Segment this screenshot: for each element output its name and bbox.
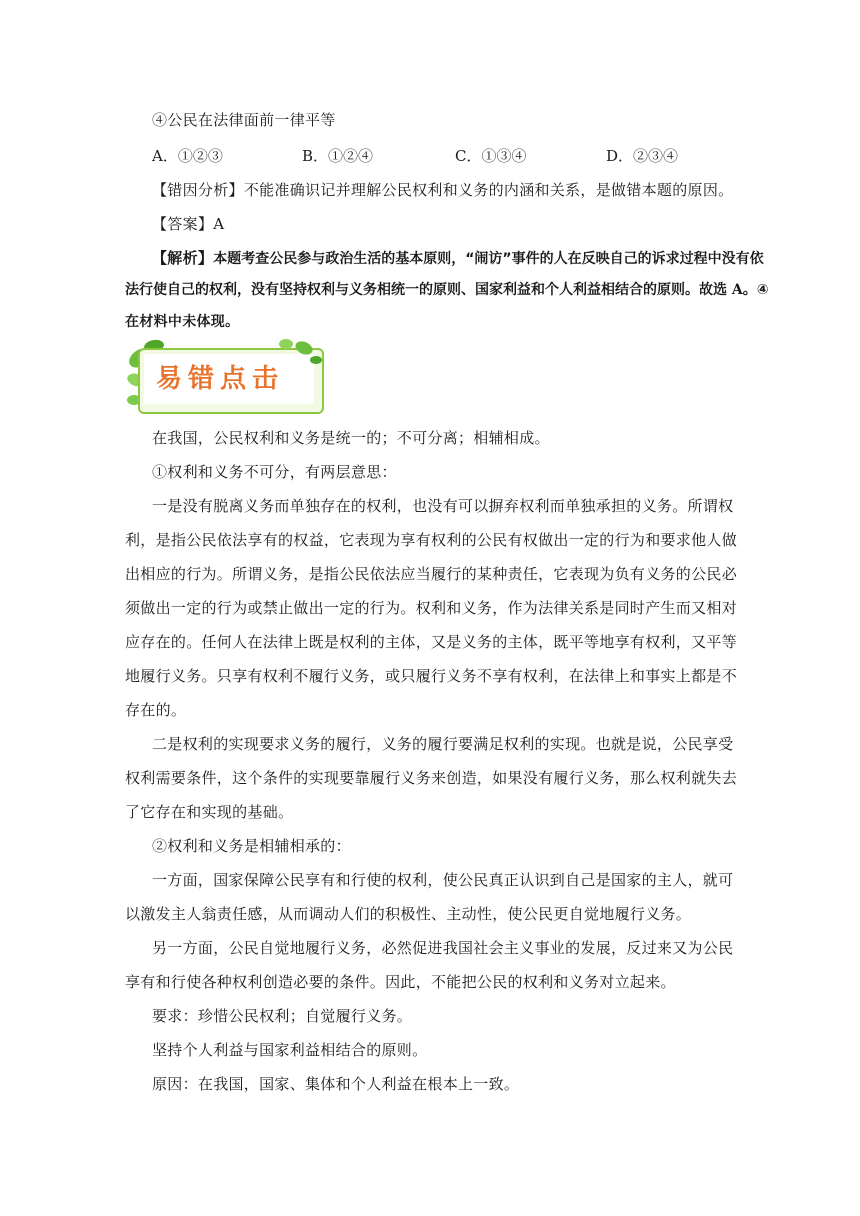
body-p8: 要求：珍惜公民权利；自觉履行义务。 <box>152 1007 413 1025</box>
body-p3-line3: 出相应的行为。所谓义务，是指公民依法应当履行的某种责任，它表现为负有义务的公民必 <box>125 565 738 583</box>
body-p4-line1: 二是权利的实现要求义务的履行，义务的履行要满足权利的实现。也就是说，公民享受 <box>152 735 734 753</box>
body-p4-line3: 了它存在和实现的基础。 <box>125 803 294 821</box>
body-p4-line2: 权利需要条件，这个条件的实现要靠履行义务来创造，如果没有履行义务，那么权利就失去 <box>125 769 738 787</box>
body-p3-line7: 存在的。 <box>125 701 187 719</box>
analysis-text-2a: 法行使自己的权利，没有坚持权利与义务相统一的原则、国家利益和个人利益相结合的原则。故选 <box>125 282 732 298</box>
option-c: C．①③④ <box>455 147 527 165</box>
banner-easy-mistake <box>124 336 324 416</box>
body-p2: ①权利和义务不可分，有两层意思： <box>152 463 397 481</box>
body-p5: ②权利和义务是相辅相承的： <box>152 837 351 855</box>
body-p9: 坚持个人利益与国家利益相结合的原则。 <box>152 1041 428 1059</box>
error-analysis-label: 【错因分析】 <box>152 181 244 199</box>
banner-title: 易错点击 <box>156 364 285 394</box>
body-p3-line6: 地履行义务。只享有权利不履行义务，或只履行义务不享有权利，在法律上和事实上都是不 <box>125 667 738 685</box>
analysis-text-1: 本题考查公民参与政治生活的基本原则，“闹访”事件的人在反映自己的诉求过程中没有依 <box>213 251 764 267</box>
body-p7-line2: 享有和行使各种权利创造必要的条件。因此，不能把公民的权利和义务对立起来。 <box>125 973 676 991</box>
body-p6-line1: 一方面，国家保障公民享有和行使的权利，使公民真正认识到自己是国家的主人，就可 <box>152 871 734 889</box>
analysis-line-2 <box>125 280 769 300</box>
body-p3-line5: 应存在的。任何人在法律上既是权利的主体，又是义务的主体，既平等地享有权利，又平等 <box>125 633 738 651</box>
body-p3-line2: 利，是指公民依法享有的权益，它表现为享有权利的公民有权做出一定的行为和要求他人做 <box>125 531 738 549</box>
body-p6-line2: 以激发主人翁责任感，从而调动人们的积极性、主动性，使公民更自觉地履行义务。 <box>125 905 692 923</box>
body-p10: 原因：在我国，国家、集体和个人利益在根本上一致。 <box>152 1075 520 1093</box>
option-b: B．①②④ <box>302 147 374 165</box>
option-d: D．②③④ <box>606 147 679 165</box>
body-p1: 在我国，公民权利和义务是统一的；不可分离；相辅相成。 <box>152 429 550 447</box>
analysis-label: 【解析】 <box>152 249 214 267</box>
answer-line: 【答案】A <box>152 215 225 233</box>
analysis-text-2c: 。④ <box>742 282 769 298</box>
body-p3-line1: 一是没有脱离义务而单独存在的权利，也没有可以摒弃权利而单独承担的义务。所谓权 <box>152 497 734 515</box>
body-p7-line1: 另一方面，公民自觉地履行义务，必然促进我国社会主义事业的发展，反过来又为公民 <box>152 939 734 957</box>
error-analysis <box>152 180 764 200</box>
analysis-line-1 <box>152 248 764 269</box>
statement-4: ④公民在法律面前一律平等 <box>152 111 336 129</box>
option-a: A．①②③ <box>152 147 223 165</box>
analysis-choice: A <box>731 282 743 298</box>
leaf-right-icon <box>124 336 324 416</box>
body-p3-line4: 须做出一定的行为或禁止做出一定的行为。权利和义务，作为法律关系是同时产生而又相对 <box>125 599 738 617</box>
analysis-line-3: 在材料中未体现。 <box>125 314 240 330</box>
error-analysis-text: 不能准确识记并理解公民权利和义务的内涵和关系，是做错本题的原因。 <box>243 181 734 199</box>
